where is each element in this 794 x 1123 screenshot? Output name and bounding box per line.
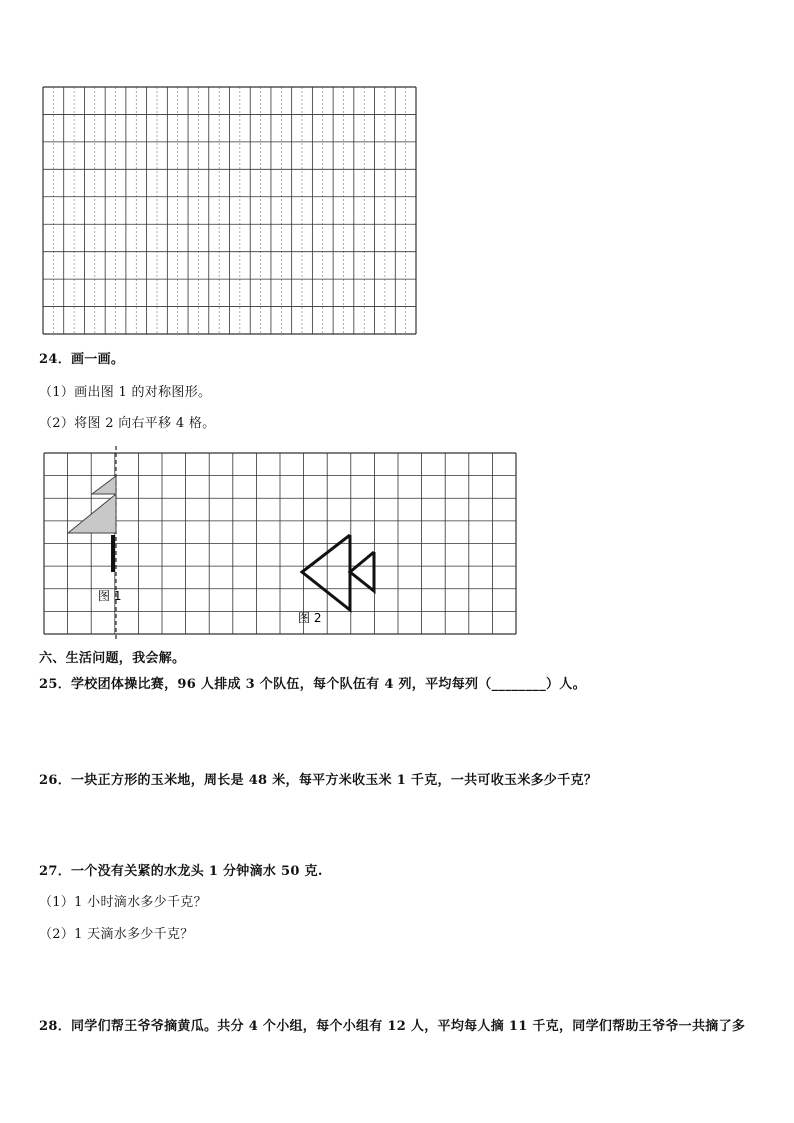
q24-sub2: （2）将图 2 向右平移 4 格。 xyxy=(39,416,216,431)
figure2-small-triangle xyxy=(350,552,374,591)
q28-text: 28．同学们帮王爷爷摘黄瓜。共分 4 个小组，每个小组有 12 人，平均每人摘 11 千克，同学们帮助王爷爷一共摘了多 xyxy=(39,1019,746,1034)
q24-title: 24．画一画。 xyxy=(39,352,125,367)
figure1-label: 图 1 xyxy=(98,589,122,603)
section6-title: 六、生活问题，我会解。 xyxy=(39,651,186,666)
q27-text: 27．一个没有关紧的水龙头 1 分钟滴水 50 克. xyxy=(39,864,323,879)
figure2-big-triangle xyxy=(302,535,350,610)
q27-sub2: （2）1 天滴水多少千克？ xyxy=(39,927,194,942)
q26-text: 26．一块正方形的玉米地，周长是 48 米，每平方米收玉米 1 千克，一共可收玉米多少千克？ xyxy=(39,773,598,788)
figure1-flag-bottom xyxy=(68,494,116,533)
figure1-flag-top xyxy=(92,476,116,494)
figure2-label: 图 2 xyxy=(298,611,322,625)
q25-text: 25．学校团体操比赛，96 人排成 3 个队伍，每个队伍有 4 列，平均每列（________）人。 xyxy=(39,677,586,692)
q27-sub1: （1）1 小时滴水多少千克？ xyxy=(39,895,207,910)
q24-sub1: （1）画出图 1 的对称图形。 xyxy=(39,385,212,400)
